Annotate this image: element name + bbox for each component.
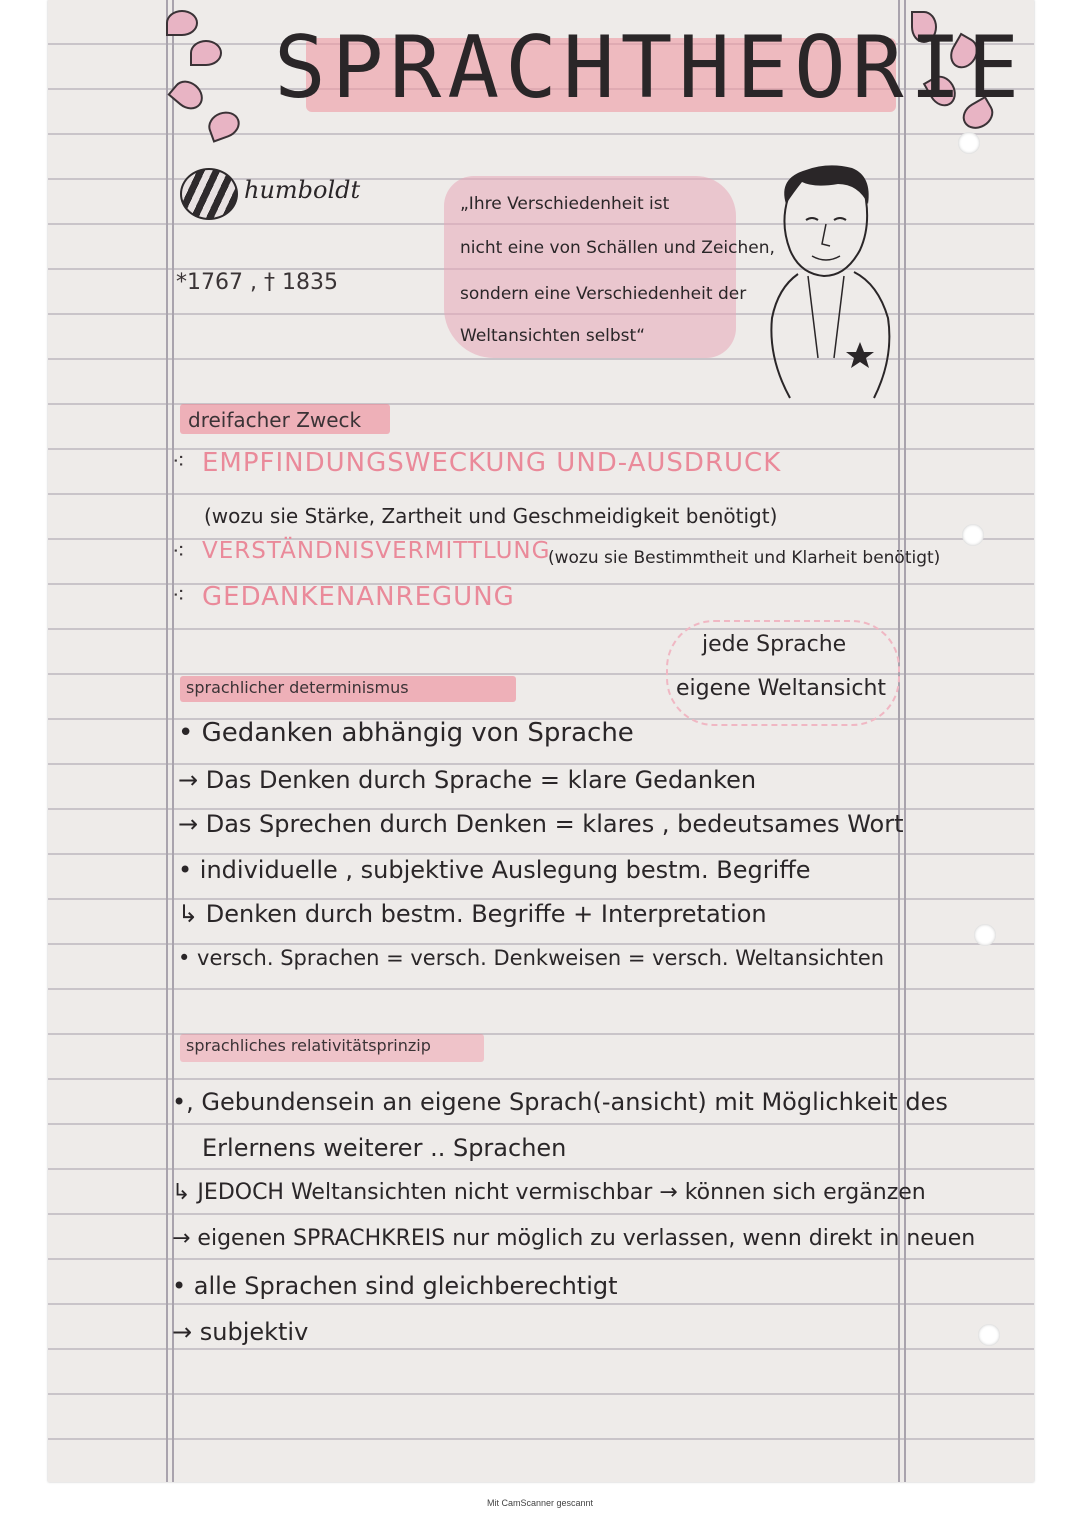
relativitaet-line: → eigenen SPRACHKREIS nur möglich zu verlassen, wenn direkt in neuen — [172, 1226, 976, 1251]
relativitaet-line: Erlernens weiterer .. Sprachen — [202, 1134, 567, 1162]
quote-line: „Ihre Verschiedenheit ist — [460, 194, 670, 214]
bee-doodle-icon — [180, 168, 238, 220]
zweck-heading: dreifacher Zweck — [188, 408, 362, 432]
relativitaet-line: •, Gebundensein an eigene Sprach(-ansicht) mit Möglichkeit des — [172, 1088, 948, 1116]
punch-hole — [974, 924, 996, 946]
zweck-item: EMPFINDUNGSWECKUNG UND-AUSDRUCK — [202, 448, 782, 478]
determinismus-heading: sprachlicher determinismus — [186, 678, 409, 697]
determinismus-line: ↳ Denken durch bestm. Begriffe + Interpretation — [178, 900, 767, 928]
determinismus-line: → Das Sprechen durch Denken = klares , bedeutsames Wort — [178, 810, 904, 838]
bullet-dots-icon: ⁖ — [172, 540, 185, 565]
bullet-dots-icon: ⁖ — [172, 450, 185, 475]
relativitaet-heading: sprachliches relativitätsprinzip — [186, 1036, 431, 1055]
quote-line: Weltansichten selbst“ — [460, 326, 646, 346]
left-margin-line — [166, 0, 168, 1482]
quote-line: nicht eine von Schällen und Zeichen, — [460, 238, 775, 258]
notebook-page — [48, 0, 1034, 1482]
person-dates: *1767 , † 1835 — [176, 270, 338, 295]
punch-hole — [958, 132, 980, 154]
petal-doodle-icon — [205, 107, 244, 142]
relativitaet-line: ↳ JEDOCH Weltansichten nicht vermischbar → können sich ergänzen — [172, 1180, 926, 1205]
punch-hole — [978, 1324, 1000, 1346]
zweck-item-note: (wozu sie Stärke, Zartheit und Geschmeidigkeit benötigt) — [204, 504, 778, 528]
right-margin-line — [898, 0, 900, 1482]
determinismus-line: → Das Denken durch Sprache = klare Gedanken — [178, 766, 757, 794]
zweck-item: GEDANKENANREGUNG — [202, 582, 515, 612]
cloud-text: eigene Weltansicht — [676, 676, 887, 701]
relativitaet-line: → subjektiv — [172, 1318, 309, 1346]
petal-doodle-icon — [190, 40, 222, 66]
person-name: humboldt — [244, 176, 361, 204]
zweck-item-note: (wozu sie Bestimmtheit und Klarheit benötigt) — [548, 548, 941, 568]
punch-hole — [962, 524, 984, 546]
bullet-dots-icon: ⁖ — [172, 584, 185, 609]
scanner-footer: Mit CamScanner gescannt — [486, 1498, 594, 1508]
relativitaet-line: • alle Sprachen sind gleichberechtigt — [172, 1272, 618, 1300]
portrait-sketch — [748, 158, 898, 408]
determinismus-line: • versch. Sprachen = versch. Denkweisen = versch. Weltansichten — [178, 946, 885, 970]
left-margin-line — [172, 0, 174, 1482]
determinismus-line: • individuelle , subjektive Auslegung bestm. Begriffe — [178, 856, 811, 884]
page-title: SPRACHTHEORIE — [274, 18, 1026, 118]
cloud-text: jede Sprache — [702, 632, 847, 657]
determinismus-line: • Gedanken abhängig von Sprache — [178, 718, 634, 748]
petal-doodle-icon — [166, 10, 198, 36]
right-margin-line — [904, 0, 906, 1482]
quote-line: sondern eine Verschiedenheit der — [460, 284, 747, 304]
zweck-item: VERSTÄNDNISVERMITTLUNG — [202, 538, 551, 564]
